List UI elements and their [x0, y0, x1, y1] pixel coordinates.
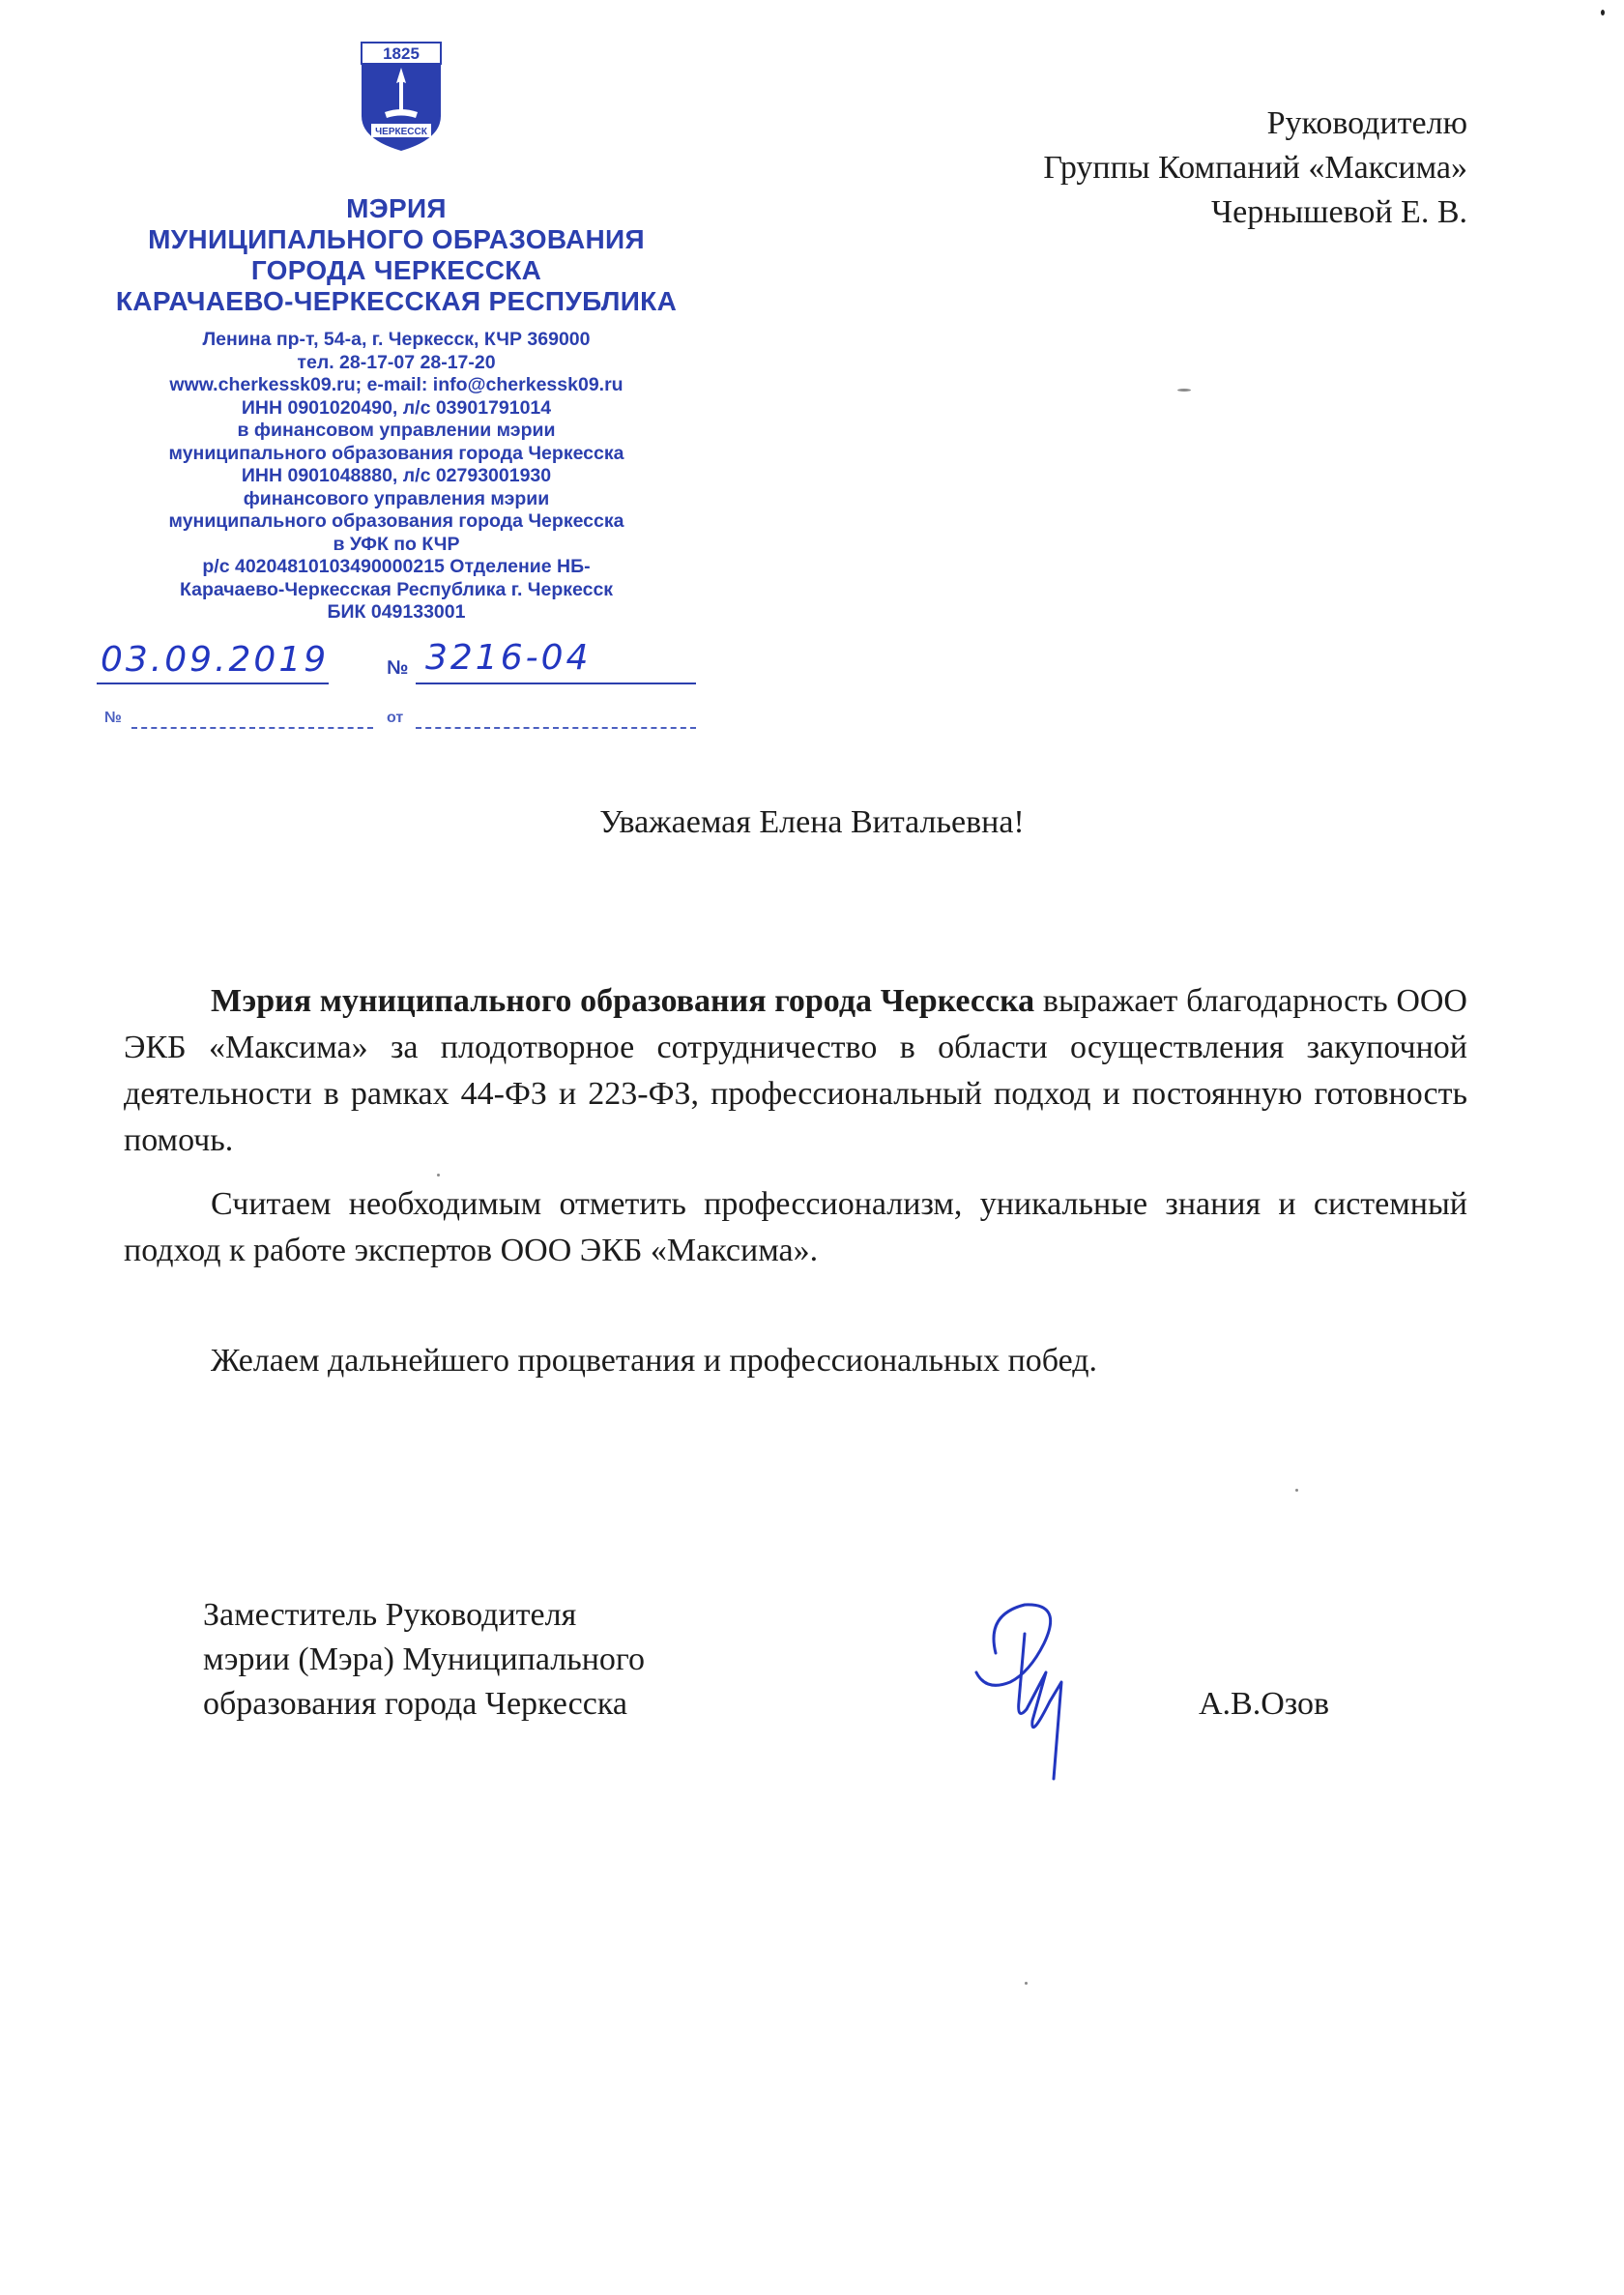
salutation: Уважаемая Елена Витальевна! — [599, 804, 1025, 840]
details-line: Ленина пр-т, 54-а, г. Черкесск, КЧР 369000 — [202, 329, 591, 350]
reference-line — [97, 706, 696, 744]
details-line: тел. 28-17-07 28-17-20 — [297, 351, 496, 373]
city-coat-of-arms-icon — [358, 39, 445, 155]
org-line: МЭРИЯ — [346, 193, 447, 223]
scan-speck — [1295, 1489, 1298, 1492]
reference-number-label: № — [104, 710, 122, 726]
emblem-year: 1825 — [383, 44, 420, 63]
paragraph-gratitude-text: выражает благодарность ООО ЭКБ «Максима» за плодотворное сотрудничество в области осуществления закупочной деятельности в рамках 44-ФЗ и 223-ФЗ, профессиональный подход и постоянную готовность помочь. — [124, 983, 1467, 1158]
signatory-name: А.В.Озов — [1199, 1686, 1330, 1722]
scan-speck — [1177, 389, 1191, 392]
registration-number: 3216-04 — [425, 638, 592, 678]
organization-details — [97, 329, 696, 625]
paragraph-wishes: Желаем дальнейшего процветания и профессиональных побед. — [211, 1343, 1098, 1379]
registration-date: 03.09.2019 — [101, 640, 330, 680]
letter-body — [124, 978, 1467, 1384]
org-line: МУНИЦИПАЛЬНОГО ОБРАЗОВАНИЯ — [148, 224, 645, 254]
reference-from-label: от — [387, 710, 404, 726]
reference-number-underline — [131, 727, 373, 729]
signatory-position — [203, 1593, 645, 1727]
details-line: ИНН 0901020490, л/с 03901791014 — [241, 396, 552, 419]
details-line: финансового управления мэрии — [243, 487, 550, 509]
details-line: в финансовом управлении мэрии — [237, 420, 556, 441]
scan-speck — [1025, 1982, 1028, 1985]
registration-line — [97, 638, 696, 692]
paragraph-gratitude — [124, 978, 1467, 1164]
org-line: ГОРОДА ЧЕРКЕССКА — [250, 255, 542, 285]
details-line: ИНН 0901048880, л/с 02793001930 — [241, 465, 552, 486]
organization-name — [97, 193, 696, 317]
addressee-line: Группы Компаний «Максима» — [1043, 150, 1467, 186]
details-line: Карачаево-Черкесская Республика г. Черкесск — [179, 578, 614, 600]
details-line: www.cherkessk09.ru; e-mail: info@cherkessk09.ru — [169, 374, 624, 395]
organization-bold-name: Мэрия муниципального образования города Черкесска — [211, 983, 1035, 1019]
addressee-line: Руководителю — [1266, 105, 1467, 141]
handwritten-signature — [957, 1595, 1092, 1788]
scan-speck — [1601, 10, 1605, 15]
position-line: мэрии (Мэра) Муниципального — [203, 1641, 645, 1677]
details-line: БИК 049133001 — [327, 601, 466, 623]
org-line: КАРАЧАЕВО-ЧЕРКЕССКАЯ РЕСПУБЛИКА — [115, 286, 678, 316]
position-line: Заместитель Руководителя — [203, 1597, 577, 1633]
addressee-block — [1043, 102, 1467, 235]
addressee-line: Чернышевой Е. В. — [1211, 194, 1467, 230]
emblem-city: ЧЕРКЕССК — [375, 127, 427, 137]
date-underline — [97, 683, 329, 684]
details-line: муниципального образования города Черкесска — [168, 510, 624, 532]
number-underline — [416, 683, 696, 684]
details-line: муниципального образования города Черкесска — [168, 442, 624, 464]
details-line: в УФК по КЧР — [333, 533, 460, 555]
scan-speck — [437, 1174, 440, 1177]
paragraph-professionalism: Считаем необходимым отметить профессионализм, уникальные знания и системный подход к работе экспертов ООО ЭКБ «Максима». — [124, 1186, 1467, 1268]
position-line: образования города Черкесска — [203, 1686, 627, 1722]
details-line: р/с 40204810103490000215 Отделение НБ- — [202, 556, 591, 577]
registration-number-label: № — [387, 657, 409, 679]
reference-date-underline — [416, 727, 696, 729]
